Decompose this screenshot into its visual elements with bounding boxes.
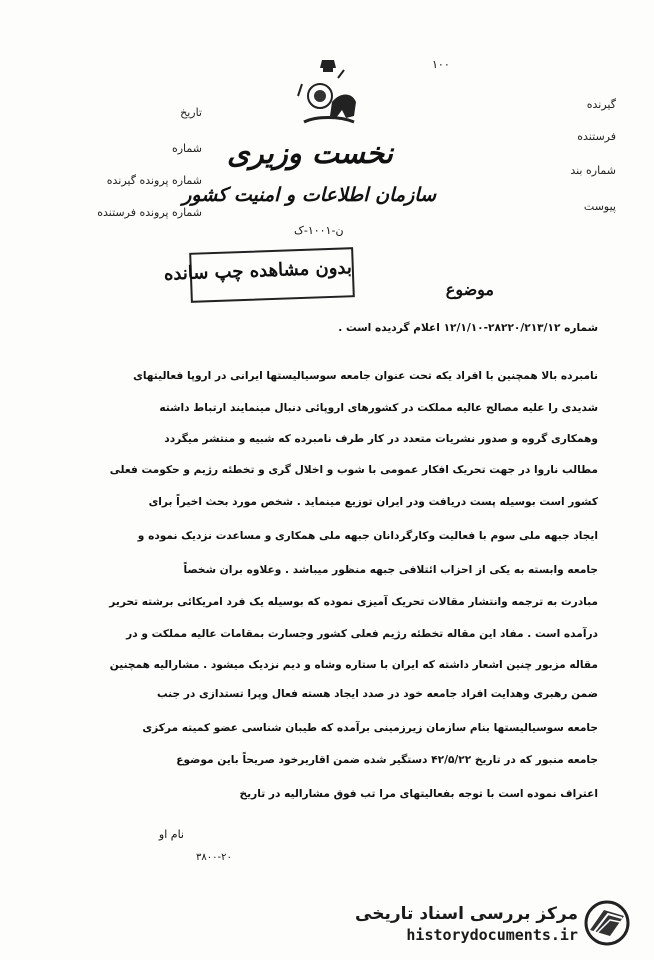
body-line: شدیدی را علیه مصالح عالیه مملکت در کشورهای اروپائی دنبال مینمایند ارتباط داشته	[159, 402, 598, 414]
clause-number-label: شماره بند	[570, 164, 616, 177]
body-line: جامعه وابسته به یکی از احزاب ائتلافی جبهه منظور میباشد . وعلاوه بران شخصاً	[183, 564, 598, 576]
body-line: وهمکاری گروه و صدور نشریات متعدد در کار طرف نامبرده که شبیه و منتشر میگردد	[164, 433, 598, 445]
lion-and-sun-emblem-icon	[296, 58, 360, 132]
body-line: مبادرت به ترجمه وانتشار مقالات تحریک آمیزی نموده که بوسیله یک فرد امریکائی برشته تحریر	[109, 596, 598, 608]
sender-file-label: شماره پرونده فرستنده	[97, 206, 202, 219]
attachment-label: پیوست	[583, 200, 616, 213]
body-line: ضمن رهبری وهدایت افراد جامعه خود در صدد ایجاد هسته فعال وپرا تستدازی در جنب	[156, 688, 598, 700]
footer-number: ۳۸۰۰-۲۰	[196, 852, 232, 863]
handwritten-note: نام او	[158, 828, 184, 841]
number-label: شماره	[171, 142, 202, 155]
body-line: شماره ۲۸۲۲۰/۲۱۳/۱۲-۱۲/۱/۱۰ اعلام گردیده است .	[338, 322, 598, 334]
watermark-name: مرکز بررسی اسناد تاریخی	[355, 904, 578, 924]
body-line: درآمده است . مفاد این مقاله تخطئه رژیم فعلی کشور وجسارت بمقامات عالیه مملکت و در	[126, 628, 598, 640]
archive-logo-icon	[584, 900, 630, 946]
body-line: جامعه سوسیالیستها بنام سازمان زیرزمینی برآمده که طیبان شناسی عضو کمیته مرکزی	[142, 722, 598, 734]
body-line: مطالب ناروا در جهت تحریک افکار عمومی با شوب و اخلال گری و تخطئه رژیم و حکومت فعلی	[109, 464, 598, 476]
date-label: تاریخ	[180, 106, 202, 119]
watermark-url: historydocuments.ir	[406, 926, 578, 944]
recipient-label: گیرنده	[586, 98, 616, 111]
page-number: ۱۰۰	[432, 58, 450, 71]
stamp	[163, 247, 355, 303]
receiver-file-label: شماره پرونده گیرنده	[106, 174, 202, 187]
organization-subtitle: سازمان اطلاعات و امنیت کشور	[182, 184, 436, 206]
body-line: کشور است بوسیله پست دریافت ودر ایران توزیع مینماید . شخص مورد بحث اخیراً برای	[148, 496, 598, 508]
body-line: جامعه منبور که در تاریخ ۴۲/۵/۲۲ دستگیر شده ضمن اقاریرخود صریحاً باین موضوع	[176, 754, 598, 766]
body-line: اعتراف نموده است با توجه بفعالیتهای مرا تب فوق مشارالیه در تاریخ	[239, 788, 598, 800]
body-line: نامبرده بالا همچنین با افراد یکه تحت عنوان جامعه سوسیالیستها ایرانی در اروپا فعالیتهای	[133, 370, 598, 382]
reference-number: ن-۱۰۰۱-ک	[294, 224, 344, 237]
subject-label: موضوع	[445, 280, 494, 299]
stamp-text: بدون مشاهده چپ سانده	[163, 257, 353, 285]
organization-title: نخست وزیری	[226, 136, 393, 170]
body-line: مقاله مزبور چنین اشعار داشته که ایران با ستاره وشاه و دیم نزدیک میشود . مشارالیه همچنین	[109, 659, 598, 671]
sender-label: فرستنده	[577, 130, 616, 143]
body-line: ایجاد جبهه ملی سوم با فعالیت وکارگردانان جبهه ملی همکاری و مساعدت نزدیک نموده و	[137, 530, 598, 542]
